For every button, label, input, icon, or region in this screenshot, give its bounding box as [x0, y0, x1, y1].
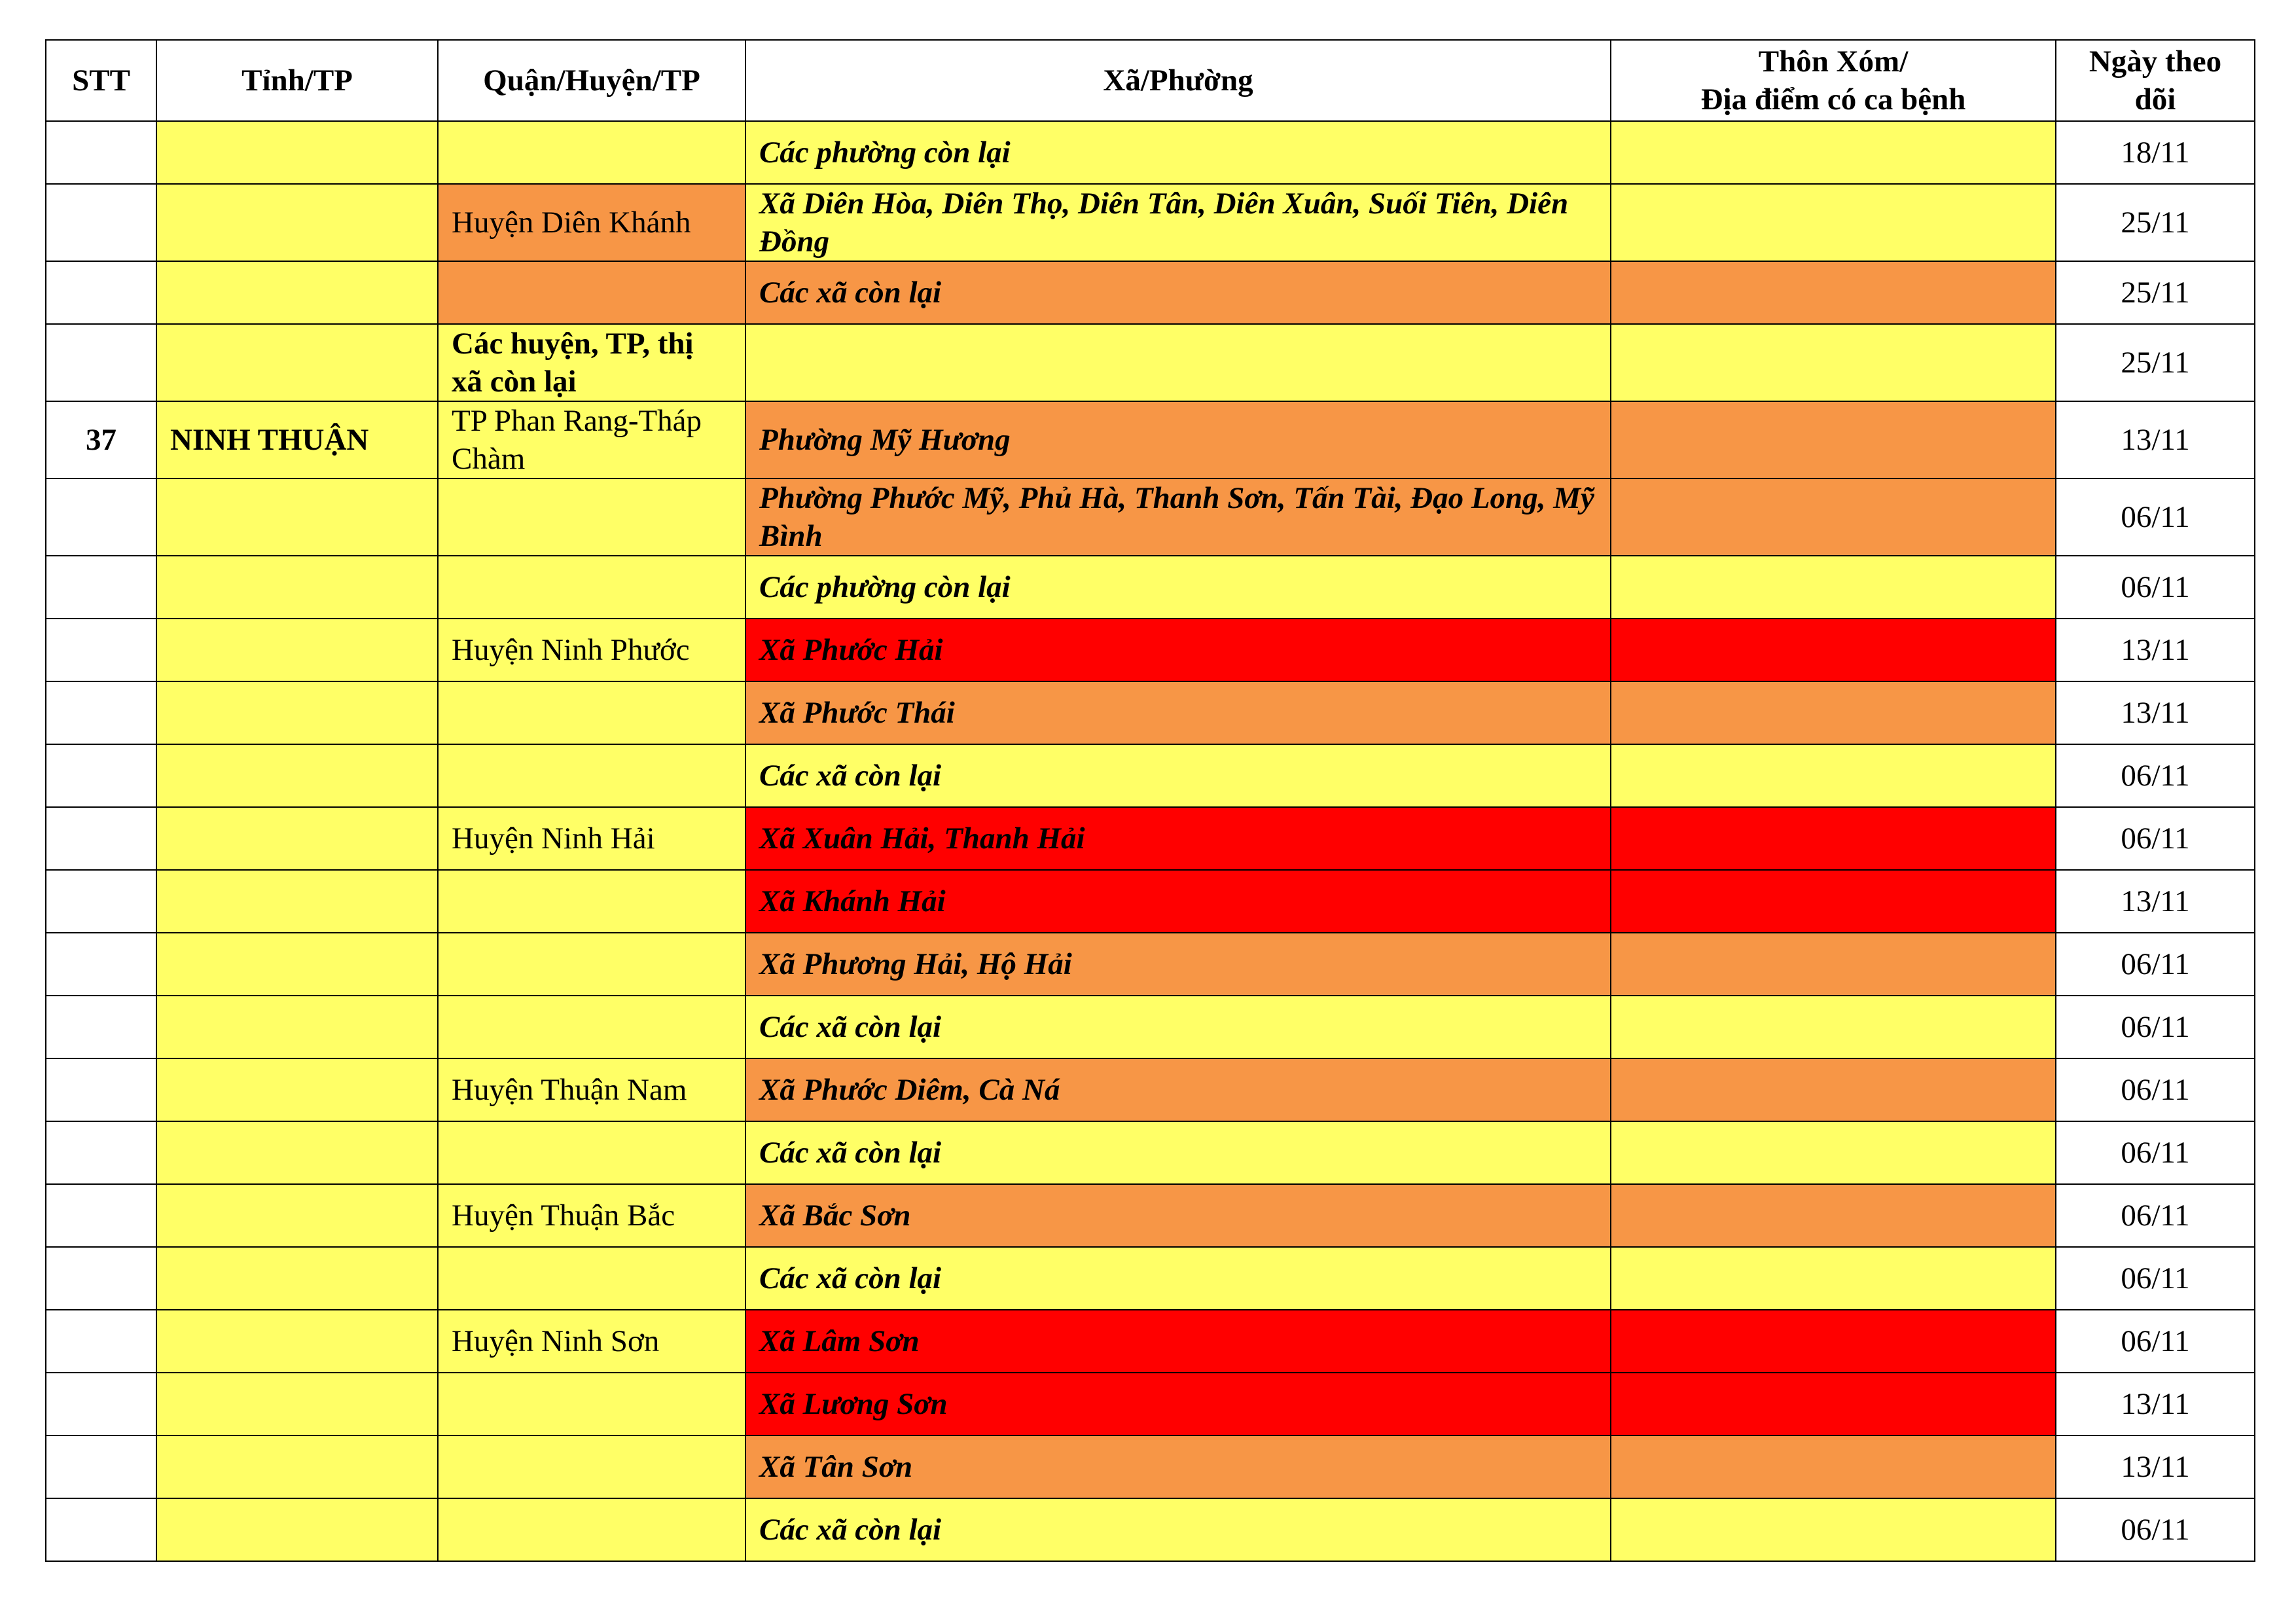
cell-stt	[46, 261, 156, 324]
cell-thon	[1611, 261, 2056, 324]
cell-huyen	[438, 681, 745, 744]
cell-stt	[46, 1373, 156, 1435]
cell-thon	[1611, 478, 2056, 556]
cell-stt	[46, 1310, 156, 1373]
cell-thon	[1611, 681, 2056, 744]
cell-tinh	[156, 744, 438, 807]
cell-xa: Các xã còn lại	[745, 996, 1611, 1058]
cell-ngay: 06/11	[2056, 996, 2255, 1058]
cell-stt	[46, 556, 156, 619]
cell-ngay: 06/11	[2056, 1058, 2255, 1121]
cell-thon	[1611, 807, 2056, 870]
cell-thon	[1611, 619, 2056, 681]
cell-thon	[1611, 401, 2056, 478]
cell-thon	[1611, 121, 2056, 184]
header-row	[46, 40, 2255, 121]
cell-xa: Xã Lương Sơn	[745, 1373, 1611, 1435]
table-row	[46, 996, 2255, 1058]
cell-ngay: 06/11	[2056, 933, 2255, 996]
table-row	[46, 261, 2255, 324]
cell-tinh	[156, 1058, 438, 1121]
cell-xa: Xã Tân Sơn	[745, 1435, 1611, 1498]
cell-stt	[46, 681, 156, 744]
cell-ngay: 06/11	[2056, 556, 2255, 619]
cell-stt	[46, 933, 156, 996]
cell-huyen: Huyện Thuận Nam	[438, 1058, 745, 1121]
cell-ngay: 06/11	[2056, 478, 2255, 556]
cell-thon	[1611, 1310, 2056, 1373]
table-row	[46, 1247, 2255, 1310]
cell-huyen	[438, 1373, 745, 1435]
cell-xa: Xã Phước Hải	[745, 619, 1611, 681]
cell-huyen	[438, 996, 745, 1058]
cell-tinh	[156, 996, 438, 1058]
table-row	[46, 1184, 2255, 1247]
cell-xa: Các phường còn lại	[745, 556, 1611, 619]
table-row	[46, 184, 2255, 261]
cell-stt	[46, 1121, 156, 1184]
cell-ngay: 13/11	[2056, 1435, 2255, 1498]
table-row	[46, 556, 2255, 619]
cell-xa: Các xã còn lại	[745, 1121, 1611, 1184]
header-thon-line1: Thôn Xóm/	[1758, 45, 1909, 79]
cell-huyen	[438, 933, 745, 996]
cell-stt	[46, 996, 156, 1058]
cell-ngay: 06/11	[2056, 1121, 2255, 1184]
cell-xa: Phường Phước Mỹ, Phủ Hà, Thanh Sơn, Tấn Tài, Đạo Long, Mỹ Bình	[745, 478, 1611, 556]
cell-ngay: 06/11	[2056, 1310, 2255, 1373]
cell-tinh	[156, 478, 438, 556]
cell-ngay: 25/11	[2056, 324, 2255, 401]
cell-ngay: 13/11	[2056, 1373, 2255, 1435]
cell-stt	[46, 184, 156, 261]
cell-thon	[1611, 556, 2056, 619]
cell-stt	[46, 1184, 156, 1247]
cell-tinh	[156, 1435, 438, 1498]
cell-thon	[1611, 1373, 2056, 1435]
cell-huyen	[438, 1247, 745, 1310]
cell-thon	[1611, 744, 2056, 807]
cell-stt	[46, 1058, 156, 1121]
cell-tinh	[156, 121, 438, 184]
cell-thon	[1611, 1498, 2056, 1561]
cell-stt	[46, 807, 156, 870]
cell-tinh	[156, 1310, 438, 1373]
cell-huyen	[438, 1435, 745, 1498]
cell-xa: Xã Diên Hòa, Diên Thọ, Diên Tân, Diên Xuân, Suối Tiên, Diên Đồng	[745, 184, 1611, 261]
table-row	[46, 1058, 2255, 1121]
cell-xa: Các xã còn lại	[745, 744, 1611, 807]
table-row	[46, 401, 2255, 478]
cell-xa: Phường Mỹ Hương	[745, 401, 1611, 478]
table-row	[46, 933, 2255, 996]
cell-xa: Xã Phước Diêm, Cà Ná	[745, 1058, 1611, 1121]
cell-xa: Xã Phương Hải, Hộ Hải	[745, 933, 1611, 996]
cell-tinh	[156, 1498, 438, 1561]
table-row	[46, 681, 2255, 744]
cell-stt	[46, 478, 156, 556]
cell-ngay: 06/11	[2056, 744, 2255, 807]
cell-huyen: Huyện Ninh Phước	[438, 619, 745, 681]
cell-tinh: NINH THUẬN	[156, 401, 438, 478]
cell-xa: Các xã còn lại	[745, 1498, 1611, 1561]
cell-thon	[1611, 933, 2056, 996]
cell-tinh	[156, 807, 438, 870]
header-ngay	[2056, 40, 2255, 121]
cell-ngay: 06/11	[2056, 807, 2255, 870]
table-row	[46, 807, 2255, 870]
cell-stt	[46, 1498, 156, 1561]
table-row	[46, 870, 2255, 933]
cell-tinh	[156, 1373, 438, 1435]
cell-tinh	[156, 184, 438, 261]
cell-stt	[46, 324, 156, 401]
cell-ngay: 13/11	[2056, 681, 2255, 744]
cell-ngay: 18/11	[2056, 121, 2255, 184]
cell-tinh	[156, 619, 438, 681]
cell-tinh	[156, 1184, 438, 1247]
cell-ngay: 25/11	[2056, 261, 2255, 324]
cell-stt	[46, 1247, 156, 1310]
header-thon-line2: Địa điểm có ca bệnh	[1700, 82, 1966, 117]
cell-tinh	[156, 1247, 438, 1310]
cell-xa: Các xã còn lại	[745, 261, 1611, 324]
cell-ngay: 13/11	[2056, 870, 2255, 933]
cell-thon	[1611, 324, 2056, 401]
cell-stt	[46, 870, 156, 933]
table-row	[46, 478, 2255, 556]
cell-tinh	[156, 681, 438, 744]
cell-stt	[46, 744, 156, 807]
cell-huyen: Huyện Ninh Sơn	[438, 1310, 745, 1373]
cell-tinh	[156, 1121, 438, 1184]
cell-huyen: Huyện Thuận Bắc	[438, 1184, 745, 1247]
cell-xa	[745, 324, 1611, 401]
cell-huyen	[438, 870, 745, 933]
cell-stt	[46, 619, 156, 681]
cell-xa: Các xã còn lại	[745, 1247, 1611, 1310]
cell-thon	[1611, 870, 2056, 933]
cell-ngay: 06/11	[2056, 1498, 2255, 1561]
cell-thon	[1611, 184, 2056, 261]
cell-ngay: 13/11	[2056, 401, 2255, 478]
cell-thon	[1611, 1121, 2056, 1184]
cell-huyen	[438, 121, 745, 184]
table-row	[46, 1498, 2255, 1561]
cell-stt	[46, 1435, 156, 1498]
cell-huyen	[438, 1498, 745, 1561]
cell-thon	[1611, 996, 2056, 1058]
table-row	[46, 1310, 2255, 1373]
cell-huyen	[438, 261, 745, 324]
cell-thon	[1611, 1058, 2056, 1121]
cell-xa: Xã Lâm Sơn	[745, 1310, 1611, 1373]
header-stt: STT	[46, 40, 156, 121]
header-tinh: Tỉnh/TP	[156, 40, 438, 121]
cell-huyen	[438, 1121, 745, 1184]
cell-stt	[46, 121, 156, 184]
cell-tinh	[156, 933, 438, 996]
cell-huyen	[438, 478, 745, 556]
cell-thon	[1611, 1435, 2056, 1498]
cell-stt: 37	[46, 401, 156, 478]
cell-xa: Xã Bắc Sơn	[745, 1184, 1611, 1247]
table-row	[46, 324, 2255, 401]
header-xa: Xã/Phường	[745, 40, 1611, 121]
cell-tinh	[156, 556, 438, 619]
cell-ngay: 25/11	[2056, 184, 2255, 261]
cell-huyen: Huyện Ninh Hải	[438, 807, 745, 870]
table-row	[46, 1373, 2255, 1435]
table-row	[46, 619, 2255, 681]
cell-huyen	[438, 744, 745, 807]
cell-tinh	[156, 261, 438, 324]
cell-ngay: 13/11	[2056, 619, 2255, 681]
header-ngay-line2: dõi	[2134, 82, 2176, 117]
covid-level-table	[45, 39, 2255, 1562]
cell-xa: Xã Xuân Hải, Thanh Hải	[745, 807, 1611, 870]
header-ngay-line1: Ngày theo	[2089, 45, 2222, 79]
header-huyen: Quận/Huyện/TP	[438, 40, 745, 121]
table-row	[46, 744, 2255, 807]
cell-xa: Các phường còn lại	[745, 121, 1611, 184]
table-row	[46, 1435, 2255, 1498]
cell-thon	[1611, 1184, 2056, 1247]
table-row	[46, 121, 2255, 184]
cell-huyen	[438, 556, 745, 619]
cell-tinh	[156, 324, 438, 401]
table-body	[46, 121, 2255, 1561]
cell-thon	[1611, 1247, 2056, 1310]
table-row	[46, 1121, 2255, 1184]
cell-xa: Xã Phước Thái	[745, 681, 1611, 744]
cell-huyen: Huyện Diên Khánh	[438, 184, 745, 261]
header-thon	[1611, 40, 2056, 121]
cell-xa: Xã Khánh Hải	[745, 870, 1611, 933]
cell-tinh	[156, 870, 438, 933]
cell-huyen: TP Phan Rang-Tháp Chàm	[438, 401, 745, 478]
cell-ngay: 06/11	[2056, 1184, 2255, 1247]
cell-huyen: Các huyện, TP, thị xã còn lại	[438, 324, 745, 401]
cell-ngay: 06/11	[2056, 1247, 2255, 1310]
